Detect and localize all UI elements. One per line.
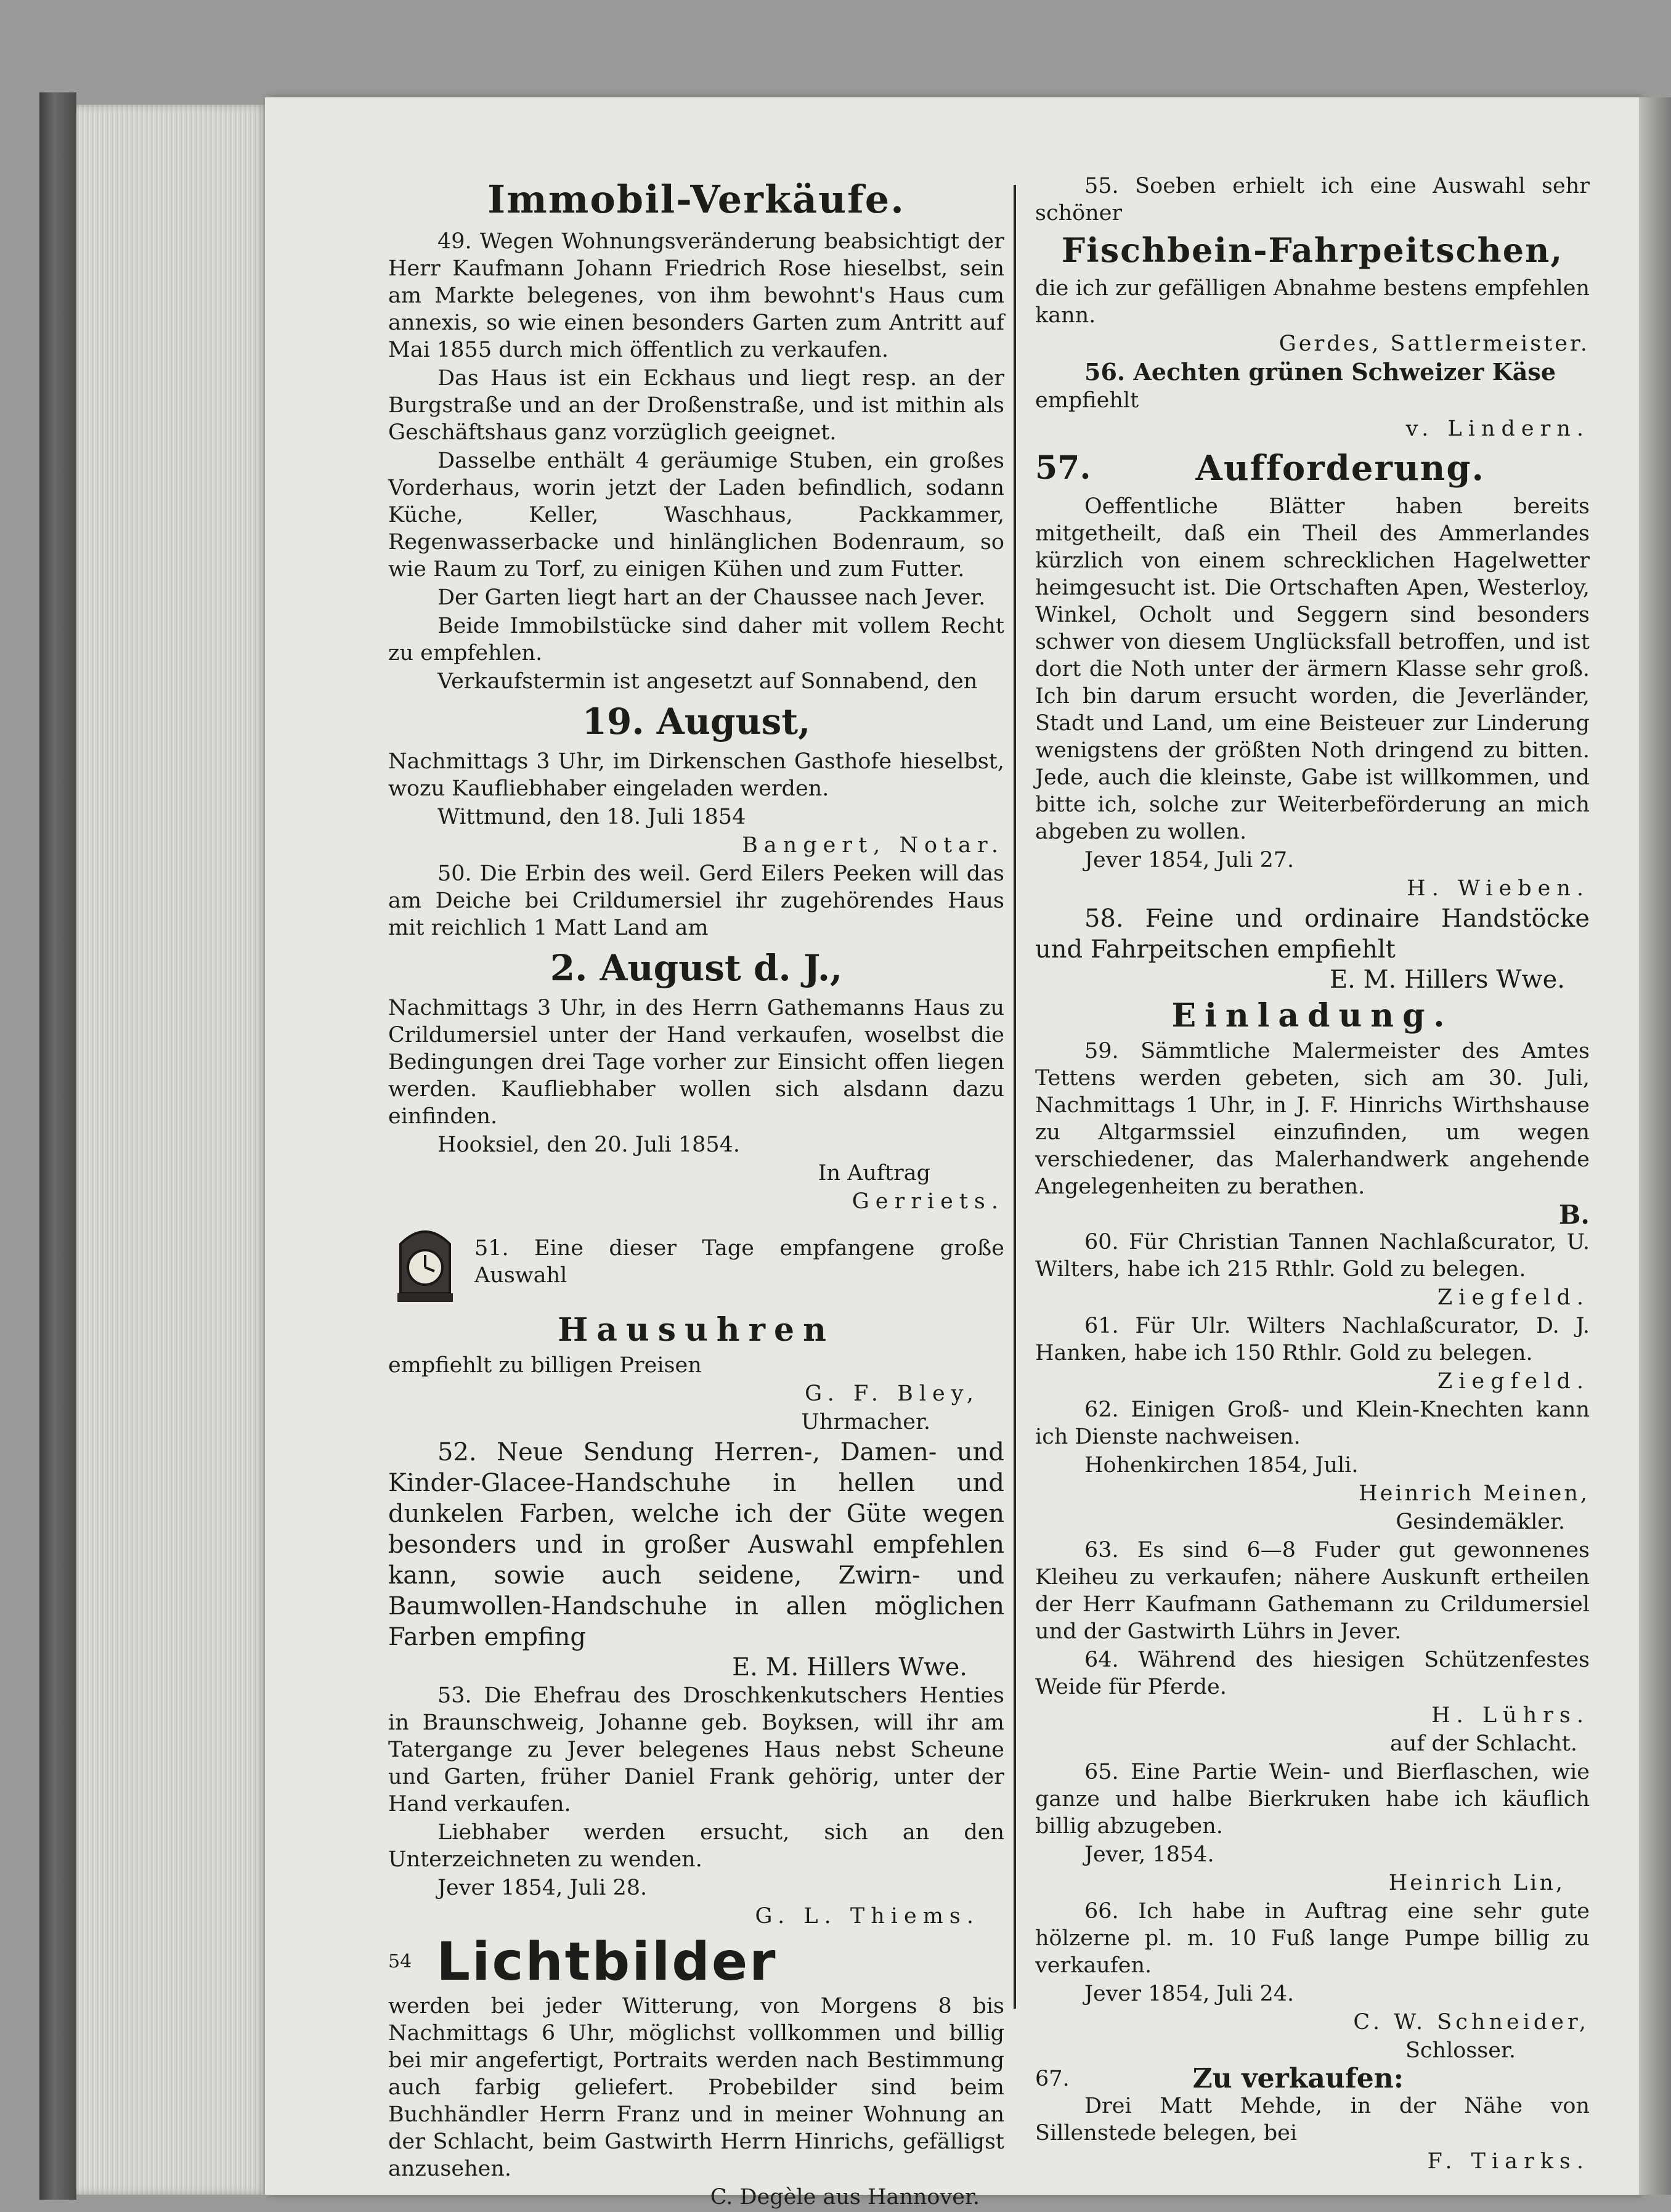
ad-57-place: Jever 1854, Juli 27.	[1084, 848, 1295, 872]
ad-56-text-2: empfiehlt	[1035, 388, 1139, 413]
ad-59-text: 59. Sämmtliche Malermeister des Amtes Tettens werden gebeten, sich am 30. Juli, Nachmittags 1 Uhr, in J. F. Hinrichs Wirthshause zu Altgarmssiel einzufinden, um wegen verschiedener, das Malerhandwerk angehende Angelegenheiten zu berathen.	[1035, 1039, 1590, 1199]
ad-56	[1035, 359, 1590, 442]
ad-58	[1035, 903, 1590, 993]
ad-54-title: Lichtbilder	[436, 1931, 778, 1993]
page-right-edge	[1639, 97, 1671, 2195]
ad-51-signature-1: G. F. Bley,	[805, 1381, 980, 1406]
right-column	[1035, 173, 1590, 2176]
ad-63-text: 63. Es sind 6—8 Fuder gut gewonnenes Kleiheu zu verkaufen; nähere Auskunft ertheilen der Herr Kaufmann Gathemann zu Crildumersiel und der Gastwirth Lührs in Jever.	[1035, 1538, 1590, 1644]
ad-52-signature: E. M. Hillers Wwe.	[731, 1653, 967, 1681]
ad-66-text: 66. Ich habe in Auftrag eine sehr gute hölzerne pl. m. 10 Fuß lange Pumpe billig zu verkaufen.	[1035, 1899, 1590, 1978]
ad-58-signature: E. M. Hillers Wwe.	[1329, 966, 1565, 994]
ad-64-signature-2: auf der Schlacht.	[1390, 1731, 1577, 1756]
ad-63	[1035, 1537, 1590, 1645]
ad-61	[1035, 1312, 1590, 1395]
ad-64	[1035, 1646, 1590, 1757]
ad-53-place: Jever 1854, Juli 28.	[437, 1876, 648, 1900]
ad-51-text-2: empfiehlt zu billigen Preisen	[388, 1353, 702, 1378]
ad-57-signature: H. Wieben.	[1407, 876, 1590, 901]
section-heading: Immobil-Verkäufe.	[487, 177, 905, 222]
ad-62-signature-2: Gesindemäkler.	[1396, 1510, 1565, 1534]
ad-55-text-2: die ich zur gefälligen Abnahme bestens empfehlen kann.	[1035, 276, 1590, 328]
ad-50-signature-2: Gerriets.	[852, 1189, 1004, 1214]
ad-66-signature-1: C. W. Schneider,	[1353, 2010, 1590, 2035]
column-divider	[1014, 185, 1016, 2009]
ad-66-signature-2: Schlosser.	[1405, 2038, 1516, 2063]
left-column	[388, 173, 1004, 2212]
ad-56-signature: v. Lindern.	[1405, 417, 1590, 441]
ad-53-text-1: 53. Die Ehefrau des Droschkenkutschers Henties in Braunschweig, Johanne geb. Boyksen, will ihr am Tatergange zu Jever belegenes Haus nebst Scheune und Garten, früher Daniel Frank gehörig, unter der Hand verkaufen.	[388, 1683, 1004, 1816]
book-spine-edge	[39, 92, 76, 2200]
ad-49-date: 19. August,	[582, 701, 811, 742]
ad-55-text-1: 55. Soeben erhielt ich eine Auswahl sehr schöner	[1035, 174, 1590, 226]
ad-65	[1035, 1759, 1590, 1897]
ad-57	[1035, 444, 1590, 902]
ad-49-signature: Bangert, Notar.	[742, 833, 1004, 858]
ad-51-title: Hausuhren	[558, 1311, 835, 1349]
ad-62-text: 62. Einigen Groß- und Klein-Knechten kann ich Dienste nachweisen.	[1035, 1397, 1590, 1449]
ad-62-signature-1: Heinrich Meinen,	[1359, 1481, 1590, 1506]
ad-53-signature: G. L. Thiems.	[755, 1904, 980, 1929]
ad-67-title: Zu verkaufen:	[1192, 2063, 1404, 2094]
ad-55	[1035, 173, 1590, 357]
ad-50-place: Hooksiel, den 20. Juli 1854.	[437, 1132, 741, 1157]
clock-icon	[388, 1216, 462, 1309]
ad-65-text: 65. Eine Partie Wein- und Bierflaschen, wie ganze und halbe Bierkruken habe ich käuflich billig abzugeben.	[1035, 1760, 1590, 1839]
ad-51	[388, 1216, 1004, 1436]
ad-53	[388, 1682, 1004, 1930]
ad-62	[1035, 1396, 1590, 1535]
ad-56-text-1: 56. Aechten grünen Schweizer Käse	[1084, 358, 1556, 386]
ad-49-text-4: Der Garten liegt hart an der Chaussee nach Jever.	[437, 585, 986, 610]
ad-59-title: Einladung.	[1171, 997, 1453, 1035]
ad-67	[1035, 2065, 1590, 2175]
ad-65-signature: Heinrich Lin,	[1388, 1871, 1565, 1895]
ad-64-text: 64. Während des hiesigen Schützenfestes Weide für Pferde.	[1035, 1648, 1590, 1699]
ad-49	[388, 228, 1004, 859]
ad-67-text: Drei Matt Mehde, in der Nähe von Sillenstede belegen, bei	[1035, 2094, 1590, 2145]
ad-64-signature-1: H. Lührs.	[1431, 1703, 1590, 1728]
ad-65-place: Jever, 1854.	[1084, 1842, 1214, 1867]
ad-59-signature: B.	[1558, 1200, 1590, 1230]
ad-54-signature: C. Degèle aus Hannover.	[710, 2185, 980, 2210]
ad-55-signature: Gerdes, Sattlermeister.	[1279, 331, 1590, 356]
ad-52	[388, 1437, 1004, 1681]
ad-66-place: Jever 1854, Juli 24.	[1084, 1982, 1295, 2006]
ad-54-header	[388, 1931, 1004, 1993]
ad-50	[388, 860, 1004, 1215]
ad-55-title: Fischbein-Fahrpeitschen,	[1061, 230, 1564, 270]
ad-53-text-2: Liebhaber werden ersucht, sich an den Unterzeichneten zu wenden.	[388, 1820, 1004, 1872]
ad-66	[1035, 1898, 1590, 2064]
ad-49-text-1: 49. Wegen Wohnungsveränderung beabsichtigt der Herr Kaufmann Johann Friedrich Rose hieselbst, sein am Markte belegenes, von ihm bewohnt's Haus cum annexis, so wie einen besonders Garten zum Antritt auf Mai 1855 durch mich öffentlich zu verkaufen.	[388, 229, 1004, 362]
ad-67-header	[1035, 2065, 1590, 2092]
ad-60-signature: Ziegfeld.	[1437, 1285, 1590, 1310]
ad-57-number: 57.	[1035, 449, 1091, 487]
ad-50-signature-1: In Auftrag	[818, 1161, 930, 1185]
ad-57-text: Oeffentliche Blätter haben bereits mitgetheilt, daß ein Theil des Ammerlandes kürzlich von einem schrecklichen Hagelwetter heimgesucht ist. Die Ortschaften Apen, Westerloy, Winkel, Ocholt und Seggern sind besonders schwer von diesem Unglücksfall betroffen, und ist dort die Noth unter der ärmern Klasse sehr groß. Ich bin darum ersucht worden, die Jeverländer, Stadt und Land, um eine Beisteuer zur Linderung wenigstens der größten Noth dringend zu bitten. Jede, auch die kleinste, Gabe ist willkommen, und bitte ich, solche zur Weiterbeförderung an mich abgeben zu wollen.	[1035, 494, 1590, 844]
ad-49-text-3: Dasselbe enthält 4 geräumige Stuben, ein großes Vorderhaus, worin jetzt der Laden befindlich, sodann Küche, Keller, Waschhaus, Packkammer, Regenwasserbacke und hinlänglichen Bodenraum, so wie Raum zu Torf, zu einigen Kühen und zum Futter.	[388, 449, 1004, 582]
ad-50-text-2: Nachmittags 3 Uhr, in des Herrn Gathemanns Haus zu Crildumersiel unter der Hand verkaufen, woselbst die Bedingungen drei Tage vorher zur Einsicht offen liegen werden. Kaufliebhaber wollen sich alsdann dazu einfinden.	[388, 996, 1004, 1129]
ad-59	[1035, 994, 1590, 1229]
ad-61-signature: Ziegfeld.	[1437, 1369, 1590, 1394]
ad-50-text-1: 50. Die Erbin des weil. Gerd Eilers Peeken will das am Deiche bei Crildumersiel ihr zugehörendes Haus mit reichlich 1 Matt Land am	[388, 861, 1004, 940]
ad-54-number: 54	[388, 1951, 412, 1972]
ad-52-text: 52. Neue Sendung Herren-, Damen- und Kinder-Glacee-Handschuhe in hellen und dunkelen Farben, welche ich der Güte wegen besonders und in großer Auswahl empfehlen kann, sowie auch seidene, Zwirn- und Baumwollen-Handschuhe in allen möglichen Farben empfing	[388, 1438, 1004, 1651]
ad-54-text: werden bei jeder Witterung, von Morgens 8 bis Nachmittags 6 Uhr, möglichst vollkommen und billig bei mir angefertigt, Portraits werden nach Bestimmung auch farbig geliefert. Probebilder sind beim Buchhändler Herrn Franz und in meiner Wohnung an der Schlacht, beim Gastwirth Herrn Hinrichs, gefälligst anzusehen.	[388, 1994, 1004, 2181]
ad-67-number: 67.	[1035, 2067, 1070, 2091]
ad-51-signature-2: Uhrmacher.	[801, 1410, 930, 1434]
book-page-stack	[76, 105, 267, 2195]
ad-57-title: Aufforderung.	[1195, 448, 1486, 489]
ad-54	[388, 1931, 1004, 2211]
ad-60	[1035, 1229, 1590, 1311]
ad-49-text-6: Verkaufstermin ist angesetzt auf Sonnabend, den	[437, 669, 978, 694]
ad-57-header	[1035, 444, 1590, 493]
ad-49-place: Wittmund, den 18. Juli 1854	[437, 805, 746, 829]
ad-67-signature: F. Tiarks.	[1427, 2149, 1590, 2174]
ad-51-header	[388, 1216, 1004, 1309]
ad-58-text: 58. Feine und ordinaire Handstöcke und Fahrpeitschen empfiehlt	[1035, 905, 1590, 964]
ad-49-text-7: Nachmittags 3 Uhr, im Dirkenschen Gasthofe hieselbst, wozu Kaufliebhaber eingeladen werden.	[388, 749, 1004, 801]
ad-60-text: 60. Für Christian Tannen Nachlaßcurator, U. Wilters, habe ich 215 Rthlr. Gold zu belegen.	[1035, 1230, 1590, 1282]
ad-49-text-2: Das Haus ist ein Eckhaus und liegt resp. an der Burgstraße und an der Droßenstraße, und ist mithin als Geschäftshaus ganz vorzüglich geeignet.	[388, 366, 1004, 445]
ad-62-place: Hohenkirchen 1854, Juli.	[1084, 1453, 1359, 1478]
ad-49-text-5: Beide Immobilstücke sind daher mit vollem Recht zu empfehlen.	[388, 614, 1004, 665]
ad-61-text: 61. Für Ulr. Wilters Nachlaßcurator, D. J. Hanken, habe ich 150 Rthlr. Gold zu belegen.	[1035, 1314, 1590, 1365]
ad-51-text-1: 51. Eine dieser Tage empfangene große Auswahl	[474, 1236, 1004, 1288]
ad-50-date: 2. August d. J.,	[550, 947, 843, 989]
